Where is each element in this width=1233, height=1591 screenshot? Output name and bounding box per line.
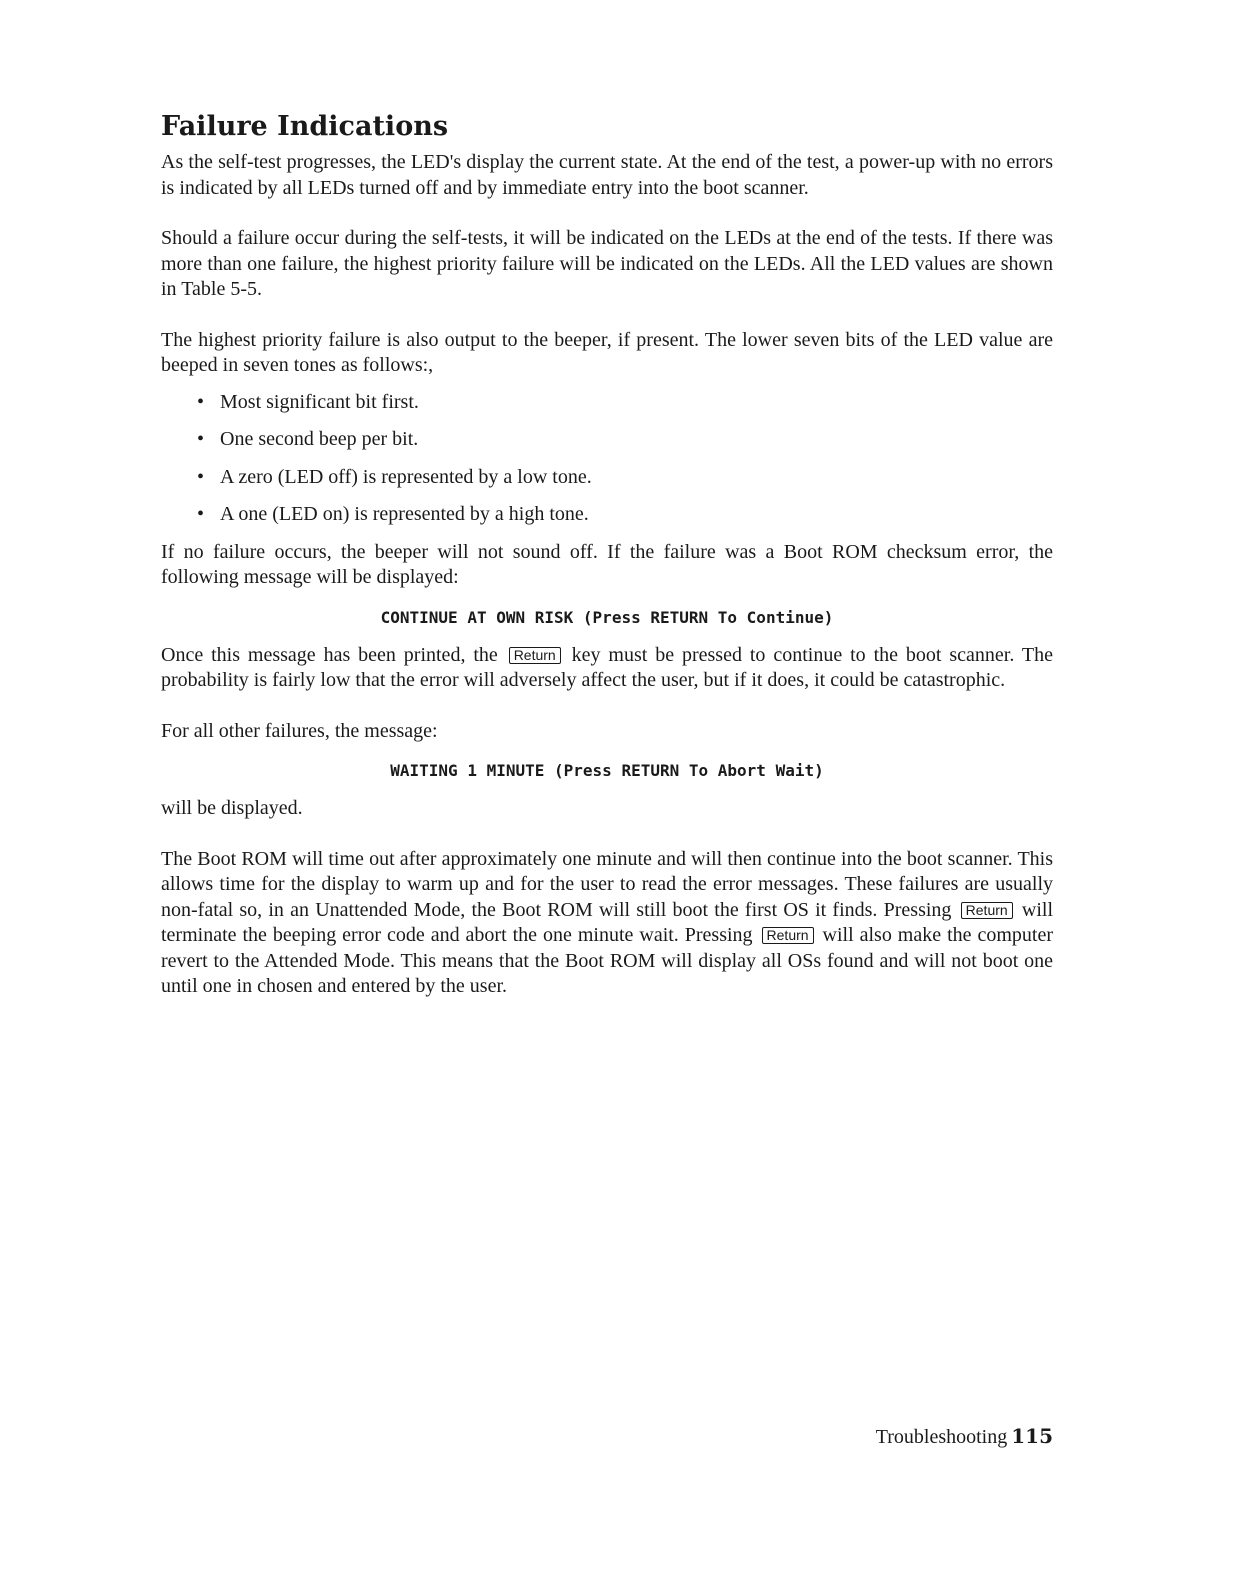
paragraph-failure-occurrence: Should a failure occur during the self-tests, it will be indicated on the LEDs at the end of the tests. If there was more than one failure, the highest priority failure will be indicated on the LEDs. All the LED values are shown in Table 5-5. — [161, 227, 1053, 300]
bullet-icon: • — [197, 465, 205, 488]
page-body — [161, 110, 1053, 1000]
list-item: • Most significant bit first. — [197, 390, 419, 413]
checksum-message: CONTINUE AT OWN RISK (Press RETURN To Continue) — [380, 607, 834, 627]
paragraph-self-test-progress: As the self-test progresses, the LED's display the current state. At the end of the test, a power-up with no errors is indicated by all LEDs turned off and by immediate entry into the boot scanner. — [161, 151, 1053, 199]
return-key-icon: Return — [762, 927, 814, 944]
wait-message: WAITING 1 MINUTE (Press RETURN To Abort Wait) — [390, 761, 824, 780]
list-item: • One second beep per bit. — [197, 428, 419, 450]
return-key-icon: Return — [509, 647, 561, 664]
bullet-icon: • — [197, 390, 205, 413]
paragraph-return-key: Once this message has been printed, the Return key must be pressed to continue to the boot scanner. The probability is fairly low that the error will adversely affect the user, but if it does, it could be catastrophic. — [161, 643, 1053, 691]
section-title: Failure Indications — [161, 111, 449, 142]
paragraph-beeper-output: The highest priority failure is also output to the beeper, if present. The lower seven bits of the LED value are beeped in seven tones as follows:, — [161, 328, 1053, 376]
list-item: • A one (LED on) is represented by a high tone. — [197, 503, 589, 525]
beep-rules-list — [197, 390, 1053, 528]
bullet-icon: • — [197, 428, 205, 450]
bullet-icon: • — [197, 503, 205, 525]
page-footer — [876, 1424, 1053, 1449]
paragraph-will-be-displayed: will be displayed. — [161, 797, 303, 819]
chapter-name: Troubleshooting — [875, 1426, 1008, 1448]
paragraph-checksum-error: If no failure occurs, the beeper will not sound off. If the failure was a Boot ROM checksum error, the following message will be displayed: — [161, 540, 1053, 588]
list-item: • A zero (LED off) is represented by a low tone. — [197, 465, 592, 488]
paragraph-timeout: The Boot ROM will time out after approximately one minute and will then continue into the boot scanner. This allows time for the display to warm up and for the user to read the error messages. These failures are usually non-fatal so, in an Unattended Mode, the Boot ROM will still boot the first OS it finds. Pressing Return will terminate the beeping error code and abort the one minute wait. Pressing Return will also make the computer revert to the Attended Mode. This means that the Boot ROM will display all OSs found and will not boot one until one in chosen and entered by the user. — [161, 847, 1054, 997]
paragraph-other-failures: For all other failures, the message: — [161, 719, 438, 742]
return-key-icon: Return — [961, 902, 1013, 919]
page-number: 115 — [1011, 1424, 1053, 1448]
